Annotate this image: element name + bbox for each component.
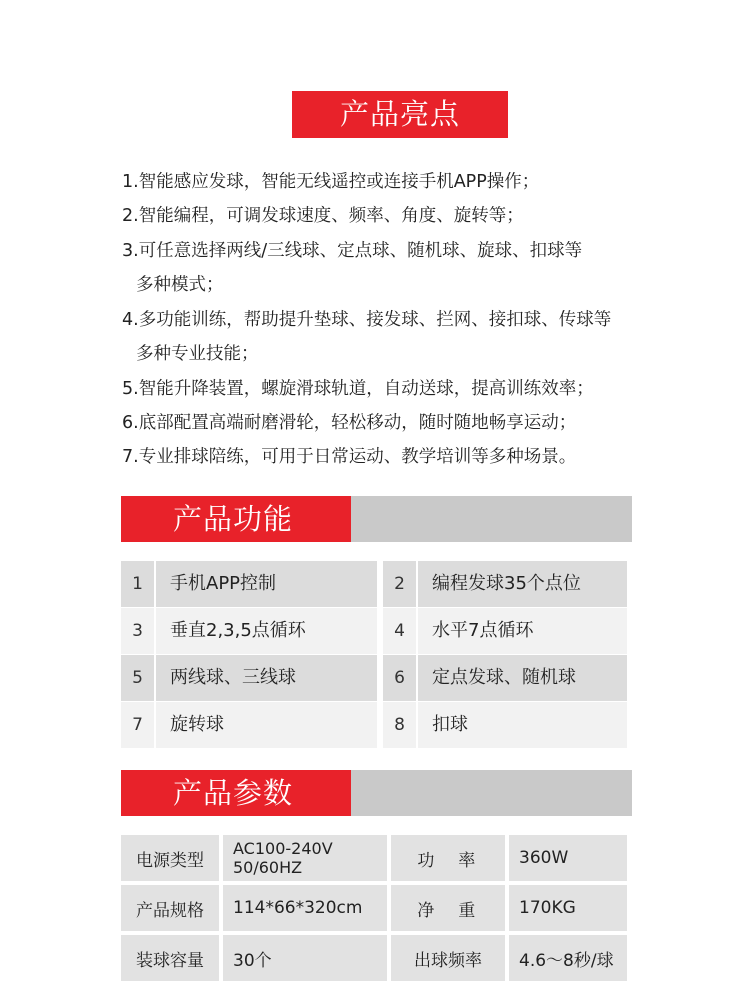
function-number: 8 (383, 702, 416, 748)
functions-row (121, 702, 627, 748)
param-value: 4.6～8秒/球 (509, 935, 627, 981)
highlight-line-4: 4.多功能训练，帮助提升垫球、接发球、拦网、接扣球、传球等 (122, 310, 612, 330)
function-label: 水平7点循环 (418, 608, 627, 654)
param-value: 170KG (509, 885, 627, 931)
highlight-line-3-cont: 多种模式； (136, 275, 224, 295)
params-header (121, 770, 632, 816)
params-title: 产品参数 (121, 770, 351, 816)
function-number: 5 (121, 655, 154, 701)
highlight-line-3: 3.可任意选择两线/三线球、定点球、随机球、旋球、扣球等 (122, 241, 583, 261)
function-label: 编程发球35个点位 (418, 561, 627, 607)
function-label: 手机APP控制 (156, 561, 377, 607)
functions-header (121, 496, 632, 542)
highlight-line-4-cont: 多种专业技能； (136, 344, 259, 364)
param-value (223, 835, 387, 881)
param-label: 净 重 (391, 885, 505, 931)
param-label: 出球频率 (391, 935, 505, 981)
param-label: 装球容量 (121, 935, 219, 981)
highlights-title: 产品亮点 (292, 91, 508, 138)
functions-row (121, 561, 627, 607)
highlight-line-1: 1.智能感应发球，智能无线遥控或连接手机APP操作； (122, 172, 540, 192)
function-label: 两线球、三线球 (156, 655, 377, 701)
functions-row (121, 608, 627, 654)
highlight-line-6: 6.底部配置高端耐磨滑轮，轻松移动，随时随地畅享运动； (122, 413, 577, 433)
param-label: 电源类型 (121, 835, 219, 881)
param-value: 360W (509, 835, 627, 881)
param-value-line: AC100-240V (233, 839, 333, 858)
function-label: 旋转球 (156, 702, 377, 748)
function-number: 1 (121, 561, 154, 607)
function-number: 4 (383, 608, 416, 654)
function-label: 定点发球、随机球 (418, 655, 627, 701)
highlight-line-7: 7.专业排球陪练，可用于日常运动、教学培训等多种场景。 (122, 447, 577, 467)
function-number: 3 (121, 608, 154, 654)
function-label: 扣球 (418, 702, 627, 748)
param-label: 功 率 (391, 835, 505, 881)
function-number: 7 (121, 702, 154, 748)
highlight-line-5: 5.智能升降装置，螺旋滑球轨道，自动送球，提高训练效率； (122, 379, 594, 399)
function-number: 6 (383, 655, 416, 701)
param-value: 114*66*320cm (223, 885, 387, 931)
function-label: 垂直2,3,5点循环 (156, 608, 377, 654)
highlight-line-2: 2.智能编程，可调发球速度、频率、角度、旋转等； (122, 206, 524, 226)
param-value: 30个 (223, 935, 387, 981)
functions-row (121, 655, 627, 701)
param-value-line: 50/60HZ (233, 858, 303, 877)
function-number: 2 (383, 561, 416, 607)
functions-title: 产品功能 (121, 496, 351, 542)
param-label: 产品规格 (121, 885, 219, 931)
